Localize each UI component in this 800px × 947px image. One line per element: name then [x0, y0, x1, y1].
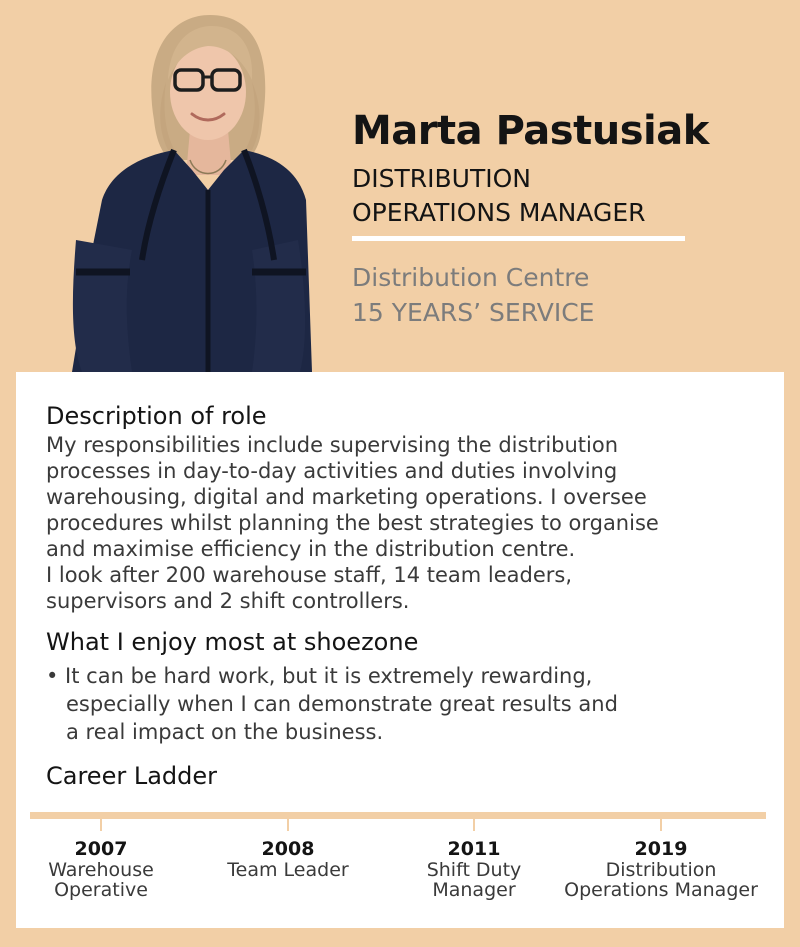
career-year: 2011: [447, 838, 501, 860]
enjoy-heading: What I enjoy most at shoezone: [46, 628, 419, 656]
job-title-line-2: OPERATIONS MANAGER: [352, 198, 646, 227]
role-line: supervisors and 2 shift controllers.: [46, 589, 410, 613]
career-step-2008: [227, 838, 348, 880]
role-line: My responsibilities include supervising the distribution: [46, 433, 619, 457]
role-description: [46, 432, 766, 614]
department-info: [352, 260, 594, 330]
role-line: procedures whilst planning the best strategies to organise: [46, 511, 659, 535]
career-role: Team Leader: [227, 859, 349, 881]
timeline-tick: [660, 819, 662, 831]
enjoy-line: especially when I can demonstrate great results and: [66, 692, 618, 716]
enjoy-bullet: [46, 662, 618, 746]
career-role: Manager: [432, 879, 516, 901]
career-role: Warehouse: [48, 859, 154, 881]
role-line: I look after 200 warehouse staff, 14 team leaders,: [46, 563, 573, 587]
career-step-2011: [427, 838, 522, 900]
career-role: Shift Duty: [426, 859, 522, 881]
career-timeline-bar: [30, 812, 766, 819]
career-step-2007: [48, 838, 154, 900]
years-of-service: 15 YEARS’ SERVICE: [352, 298, 595, 327]
person-name: Marta Pastusiak: [352, 108, 709, 154]
enjoy-line: a real impact on the business.: [66, 720, 384, 744]
job-title-line-1: DISTRIBUTION: [352, 164, 531, 193]
career-year: 2008: [261, 838, 315, 860]
timeline-tick: [100, 819, 102, 831]
career-ladder-heading: Career Ladder: [46, 762, 218, 790]
career-year: 2007: [74, 838, 128, 860]
department: Distribution Centre: [352, 263, 590, 292]
role-line: and maximise efficiency in the distribution centre.: [46, 537, 576, 561]
portrait-illustration: [62, 10, 312, 372]
profile-photo: [62, 10, 312, 372]
career-role: Operative: [54, 879, 148, 901]
career-role: Distribution: [605, 859, 717, 881]
timeline-tick: [287, 819, 289, 831]
job-title: [352, 162, 645, 230]
career-role: Operations Manager: [564, 879, 758, 901]
role-line: warehousing, digital and marketing operations. I oversee: [46, 485, 647, 509]
role-line: processes in day-to-day activities and duties involving: [46, 459, 618, 483]
role-heading: Description of role: [46, 402, 267, 430]
career-year: 2019: [634, 838, 688, 860]
profile-card: [16, 372, 784, 928]
title-underline: [352, 236, 685, 241]
enjoy-line: • It can be hard work, but it is extremely rewarding,: [46, 664, 593, 688]
career-step-2019: [564, 838, 758, 900]
timeline-tick: [473, 819, 475, 831]
